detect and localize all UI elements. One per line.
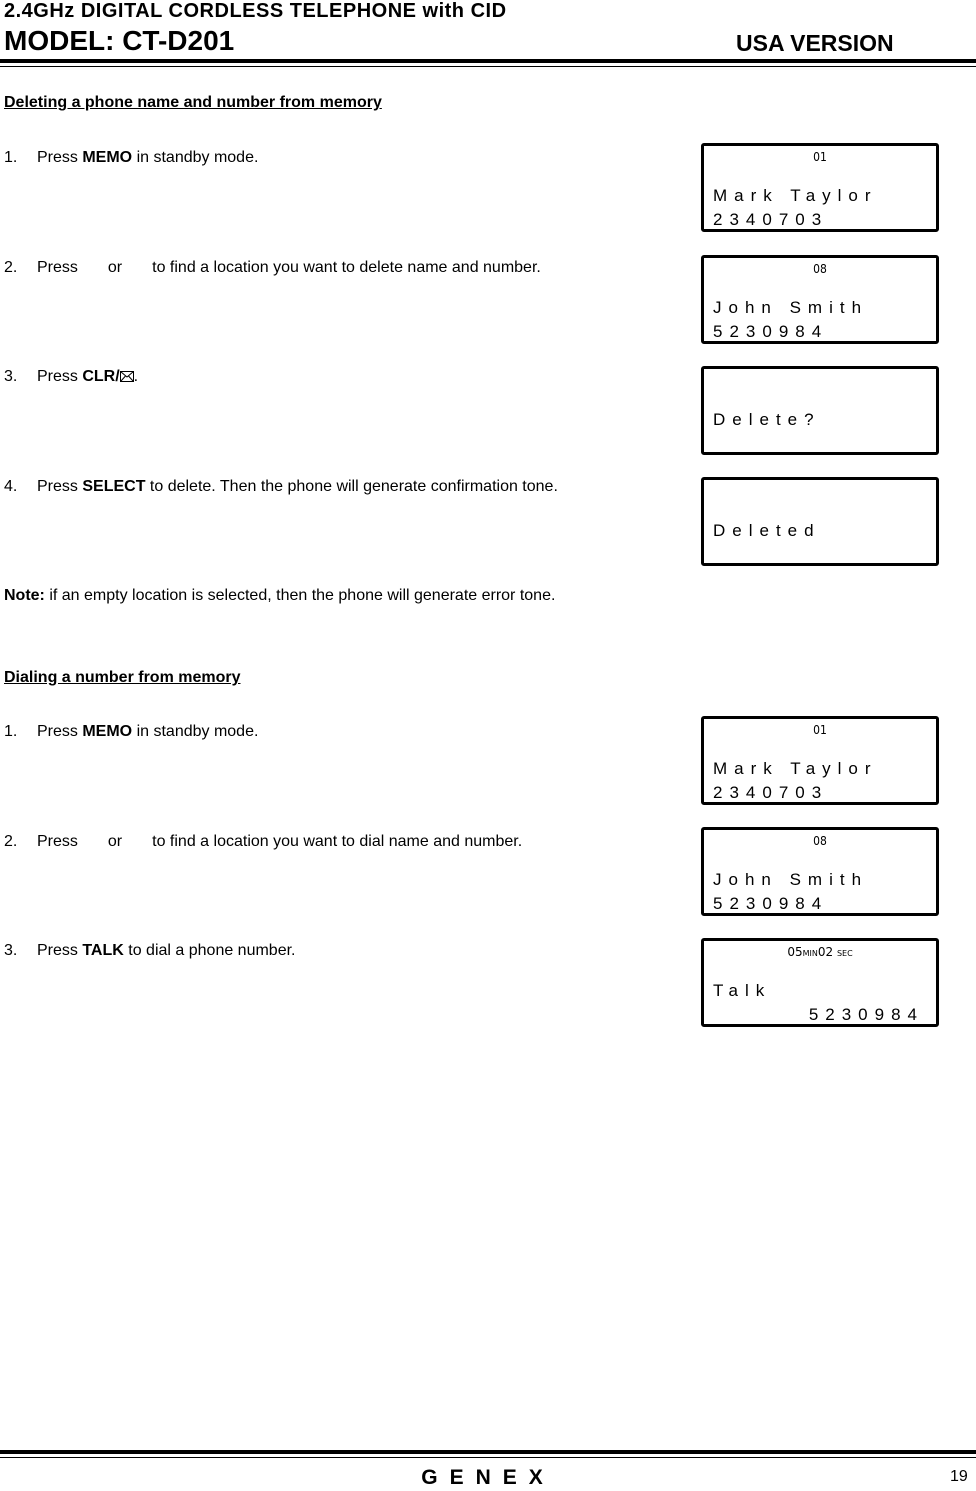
lcd-display	[701, 477, 939, 566]
step-post: to find a location you want to dial name and number.	[152, 833, 523, 850]
lcd-display	[701, 366, 939, 455]
lcd-name: Mark Taylor	[713, 186, 878, 205]
step-post: .	[133, 368, 139, 385]
step-post: to dial a phone number.	[123, 942, 296, 959]
lcd-display	[701, 938, 939, 1027]
lcd-index: 08	[813, 262, 827, 276]
footer-rule-thin	[0, 1457, 976, 1458]
step-pre: Press	[37, 368, 83, 385]
step-post: in standby mode.	[132, 149, 259, 166]
envelope-icon	[120, 371, 134, 382]
footer-rule-thick	[0, 1450, 976, 1454]
timer-minutes: 05	[787, 945, 803, 959]
lcd-display	[701, 827, 939, 916]
lcd-name: John Smith	[713, 298, 869, 317]
dial-step-1	[4, 723, 258, 741]
key-label: TALK	[82, 942, 124, 959]
step-number: 2.	[4, 259, 18, 276]
lcd-message: Deleted	[713, 521, 821, 540]
key-label: MEMO	[82, 149, 133, 166]
lcd-message: Talk	[713, 981, 772, 1000]
delete-step-2	[4, 259, 541, 277]
page-number: 19	[950, 1468, 968, 1485]
version-label: USA VERSION	[736, 30, 894, 56]
lcd-call-timer	[704, 945, 936, 959]
step-number: 2.	[4, 833, 18, 850]
step-number: 4.	[4, 478, 18, 495]
lcd-number: 5230984	[808, 1005, 924, 1024]
timer-seconds: 02	[817, 945, 834, 959]
step-pre: Press	[37, 723, 83, 740]
step-pre: Press	[37, 833, 78, 850]
step-mid: or	[107, 833, 123, 850]
step-pre: Press	[37, 259, 78, 276]
section-title-delete: Deleting a phone name and number from memory	[4, 94, 382, 111]
header-rule-thin	[0, 66, 976, 67]
lcd-index: 01	[813, 150, 827, 164]
step-pre: Press	[37, 149, 83, 166]
lcd-name: John Smith	[713, 870, 869, 889]
lcd-number: 5230984	[713, 894, 829, 913]
key-label: CLR/	[82, 368, 120, 385]
lcd-name: Mark Taylor	[713, 759, 878, 778]
dial-step-3	[4, 942, 296, 960]
step-pre: Press	[37, 942, 83, 959]
step-mid: or	[107, 259, 123, 276]
step-number: 1.	[4, 149, 18, 166]
timer-sec-label: SEC	[836, 949, 853, 958]
section-title-dial: Dialing a number from memory	[4, 669, 241, 686]
lcd-message: Delete?	[713, 410, 821, 429]
lcd-display	[701, 255, 939, 344]
key-label: SELECT	[82, 478, 146, 495]
timer-min-label: MIN	[802, 949, 818, 958]
step-post: to find a location you want to delete name and number.	[152, 259, 541, 276]
delete-step-1	[4, 149, 258, 167]
note	[4, 587, 555, 605]
step-number: 3.	[4, 368, 18, 385]
delete-step-3	[4, 368, 138, 386]
step-number: 3.	[4, 942, 18, 959]
lcd-index: 08	[813, 834, 827, 848]
model-title: MODEL: CT-D201	[4, 25, 235, 56]
step-post: in standby mode.	[132, 723, 259, 740]
brand-name: GENEX	[421, 1466, 555, 1489]
lcd-display	[701, 716, 939, 805]
lcd-number: 2340703	[713, 210, 829, 229]
note-text: if an empty location is selected, then the phone will generate error tone.	[44, 587, 556, 604]
dial-step-2	[4, 833, 522, 851]
key-label: MEMO	[82, 723, 133, 740]
delete-step-4	[4, 478, 558, 496]
step-post: to delete. Then the phone will generate confirmation tone.	[145, 478, 558, 495]
note-label: Note:	[4, 587, 45, 604]
step-pre: Press	[37, 478, 83, 495]
lcd-display	[701, 143, 939, 232]
header-rule-thick	[0, 59, 976, 63]
lcd-number: 2340703	[713, 783, 829, 802]
product-title: 2.4GHz DIGITAL CORDLESS TELEPHONE with CID	[4, 0, 507, 22]
step-number: 1.	[4, 723, 18, 740]
lcd-index: 01	[813, 723, 827, 737]
lcd-number: 5230984	[713, 322, 829, 341]
